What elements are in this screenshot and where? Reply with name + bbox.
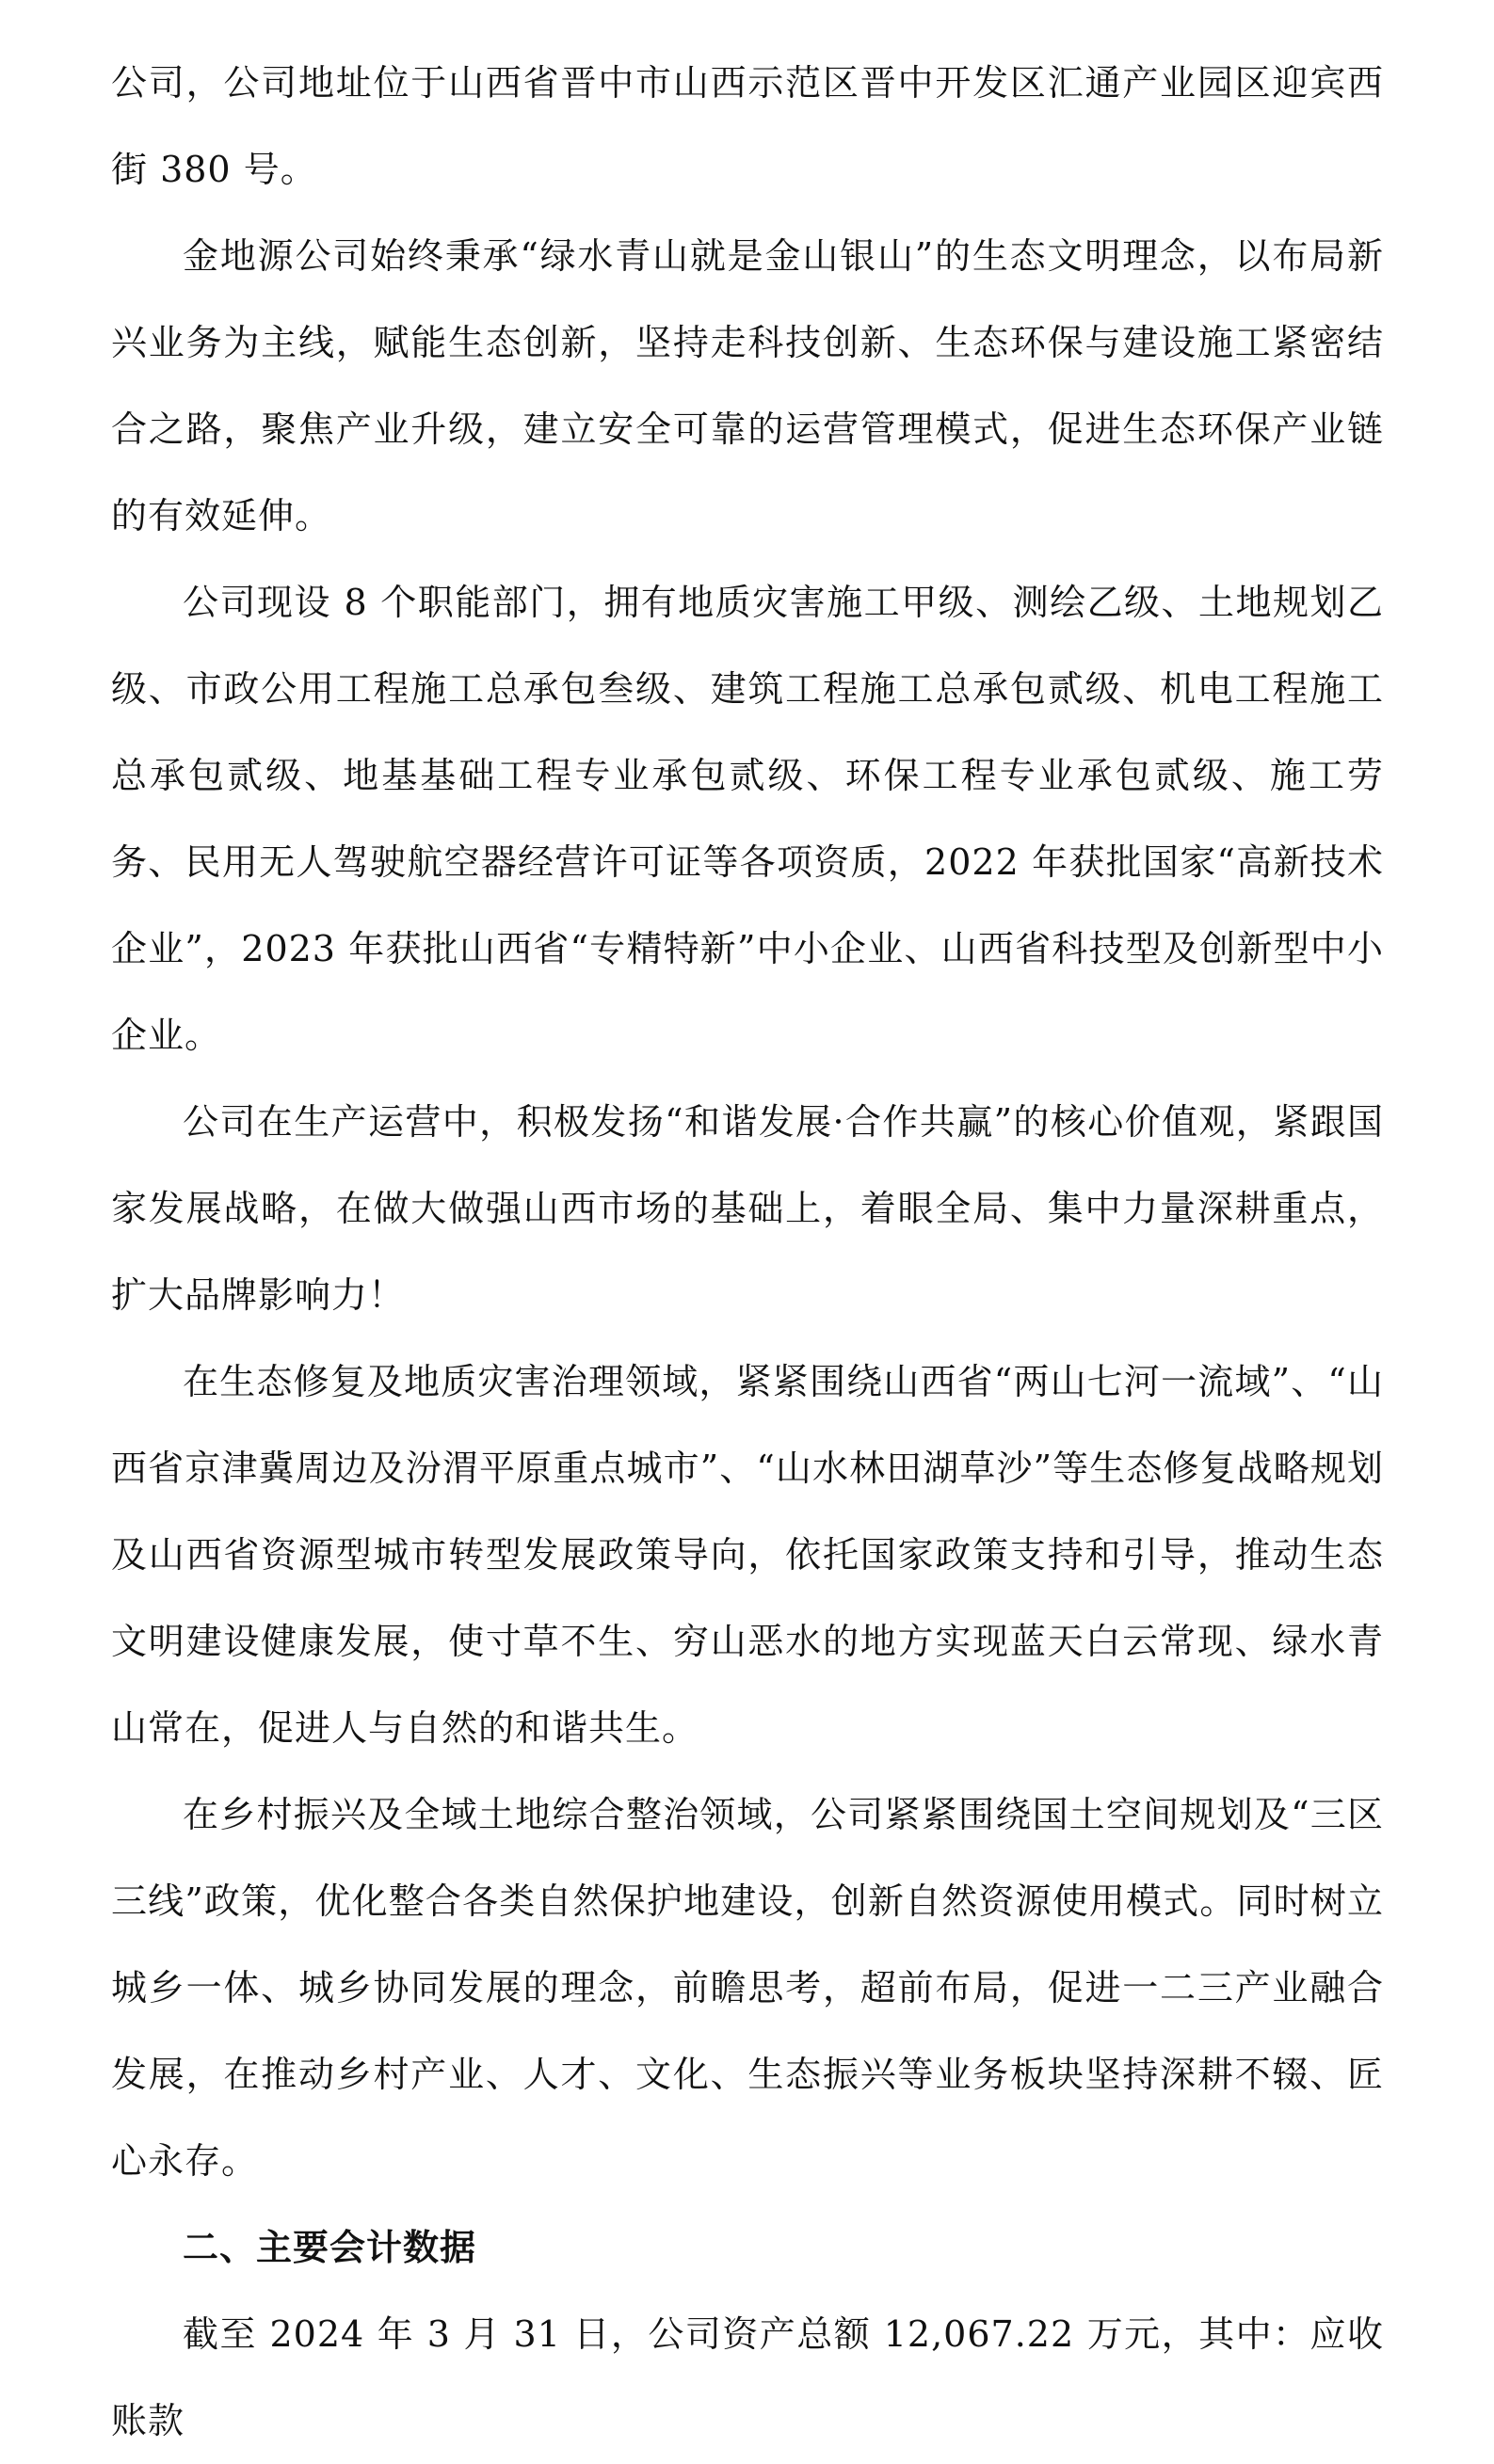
paragraph-eco-philosophy: 金地源公司始终秉承“绿水青山就是金山银山”的生态文明理念，以布局新兴业务为主线，赋能生态创新，坚持走科技创新、生态环保与建设施工紧密结合之路，聚焦产业升级，建立安全可靠的运营管理模式，促进生态环保产业链的有效延伸。 [111, 235, 1384, 536]
paragraph-core-values: 公司在生产运营中，积极发扬“和谐发展·合作共赢”的核心价值观，紧跟国家发展战略，在做大做强山西市场的基础上，着眼全局、集中力量深耕重点，扩大品牌影响力！ [111, 1101, 1384, 1316]
section-heading: 二、主要会计数据 [183, 2227, 477, 2268]
document-page [111, 40, 1384, 2464]
paragraph-accounting-data: 截至 2024 年 3 月 31 日，公司资产总额 12,067.22 万元，其中：应收账款 [111, 2313, 1384, 2441]
paragraph-ecological-restoration: 在生态修复及地质灾害治理领域，紧紧围绕山西省“两山七河一流域”、“山西省京津冀周边及汾渭平原重点城市”、“山水林田湖草沙”等生态修复战略规划及山西省资源型城市转型发展政策导向，依托国家政策支持和引导，推动生态文明建设健康发展，使寸草不生、穷山恶水的地方实现蓝天白云常现、绿水青山常在，促进人与自然的和谐共生。 [111, 1361, 1384, 1749]
paragraph-qualifications: 公司现设 8 个职能部门，拥有地质灾害施工甲级、测绘乙级、土地规划乙级、市政公用工程施工总承包叁级、建筑工程施工总承包贰级、机电工程施工总承包贰级、地基基础工程专业承包贰级、环保工程专业承包贰级、施工劳务、民用无人驾驶航空器经营许可证等各项资质，2022 年获批国家“高新技术企业”，2023 年获批山西省“专精特新”中小企业、山西省科技型及创新型中小企业。 [111, 582, 1384, 1056]
paragraph-company-address: 公司，公司地址位于山西省晋中市山西示范区晋中开发区汇通产业园区迎宾西街 380 号。 [111, 62, 1384, 190]
paragraph-rural-revitalization: 在乡村振兴及全域土地综合整治领域，公司紧紧围绕国土空间规划及“三区三线”政策，优化整合各类自然保护地建设，创新自然资源使用模式。同时树立城乡一体、城乡协同发展的理念，前瞻思考，超前布局，促进一二三产业融合发展，在推动乡村产业、人才、文化、生态振兴等业务板块坚持深耕不辍、匠心永存。 [111, 1794, 1384, 2182]
